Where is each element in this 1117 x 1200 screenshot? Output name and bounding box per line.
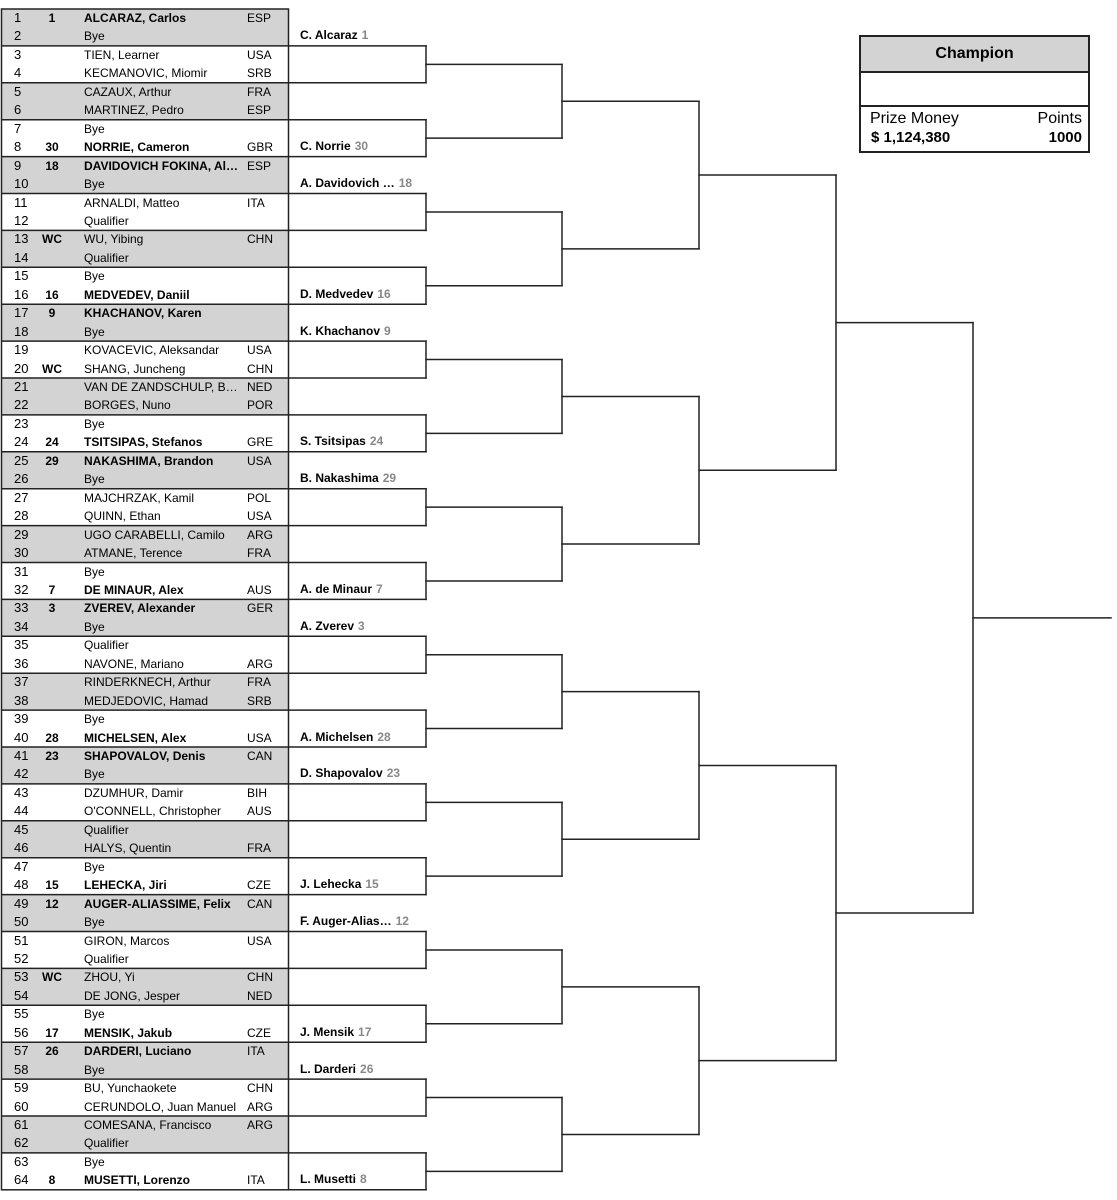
player-name: DAVIDOVICH FOKINA, Al… xyxy=(84,158,239,173)
seed: 7 xyxy=(48,582,56,597)
player-name: NAKASHIMA, Brandon xyxy=(84,453,214,468)
round2-entry xyxy=(300,1023,420,1041)
country-code: BIH xyxy=(247,785,268,800)
draw-position: 4 xyxy=(14,65,22,81)
player-name: O'CONNELL, Christopher xyxy=(84,804,222,819)
country-code: GBR xyxy=(247,140,274,155)
country-code: SRB xyxy=(247,66,272,81)
draw-position: 62 xyxy=(14,1135,29,1151)
draw-position: 2 xyxy=(14,28,22,44)
player-name: Bye xyxy=(84,324,105,339)
draw-position: 45 xyxy=(14,821,29,837)
round2-player-name: S. Tsitsipas xyxy=(300,434,366,449)
player-name: ATMANE, Terence xyxy=(84,546,183,561)
draw-position: 43 xyxy=(14,784,29,800)
player-name: Bye xyxy=(84,619,105,634)
draw-position: 34 xyxy=(14,618,29,634)
player-name: NAVONE, Mariano xyxy=(84,656,184,671)
round2-entry xyxy=(300,617,420,635)
draw-position: 15 xyxy=(14,268,29,284)
round2-seed: 30 xyxy=(354,139,369,154)
round2-player-name: A. de Minaur xyxy=(300,581,373,596)
draw-position: 31 xyxy=(14,563,29,579)
draw-position: 64 xyxy=(14,1172,29,1188)
round2-player-name: A. Michelsen xyxy=(300,729,374,744)
round2-seed: 24 xyxy=(369,434,384,449)
country-code: AUS xyxy=(247,804,272,819)
round2-player-name: C. Alcaraz xyxy=(300,28,358,43)
player-name: Bye xyxy=(84,472,105,487)
champion-box xyxy=(859,35,1090,153)
seed: WC xyxy=(42,970,62,985)
draw-position: 35 xyxy=(14,637,29,653)
seed: 18 xyxy=(45,158,59,173)
country-code: FRA xyxy=(247,546,271,561)
player-name: TIEN, Learner xyxy=(84,47,160,62)
draw-position: 51 xyxy=(14,932,29,948)
draw-position: 44 xyxy=(14,803,29,819)
round2-entry xyxy=(300,322,420,340)
points-label: Points xyxy=(1037,110,1082,127)
country-code: AUS xyxy=(247,582,272,597)
prize-money-label: Prize Money xyxy=(870,110,959,127)
country-code: CAN xyxy=(247,749,273,763)
country-code: ESP xyxy=(247,11,272,25)
player-name: NORRIE, Cameron xyxy=(84,140,190,155)
draw-position: 8 xyxy=(14,139,22,155)
player-name: MEDVEDEV, Daniil xyxy=(84,287,190,302)
country-code: CZE xyxy=(247,1025,271,1040)
round2-seed: 12 xyxy=(395,914,409,929)
player-name: MEDJEDOVIC, Hamad xyxy=(84,693,209,708)
player-name: BORGES, Nuno xyxy=(84,398,171,413)
round2-entry xyxy=(300,728,420,746)
country-code: ESP xyxy=(247,158,272,173)
player-name: Bye xyxy=(84,1154,105,1169)
seed: 15 xyxy=(45,878,59,893)
country-code: NED xyxy=(247,988,273,1003)
player-name: Qualifier xyxy=(84,250,129,265)
round2-seed: 9 xyxy=(384,323,391,338)
draw-position: 18 xyxy=(14,323,29,339)
seed: 29 xyxy=(45,453,59,468)
player-name: Bye xyxy=(84,712,105,727)
country-code: ARG xyxy=(247,656,274,671)
round2-seed: 29 xyxy=(382,471,397,486)
round2-seed: 23 xyxy=(386,766,401,781)
draw-position: 28 xyxy=(14,508,29,524)
seed: 23 xyxy=(45,749,59,763)
round2-player-name: C. Norrie xyxy=(300,139,351,154)
round2-player-name: A. Davidovich … xyxy=(300,176,395,191)
country-code: ESP xyxy=(247,103,272,118)
country-code: FRA xyxy=(247,841,271,856)
player-name: Bye xyxy=(84,767,105,782)
round2-seed: 8 xyxy=(360,1172,367,1187)
draw-position: 59 xyxy=(14,1080,29,1096)
draw-position: 41 xyxy=(14,748,29,763)
draw-position: 26 xyxy=(14,471,29,487)
player-name: MENSIK, Jakub xyxy=(84,1025,173,1040)
player-name: TSITSIPAS, Stefanos xyxy=(84,435,203,450)
round2-seed: 18 xyxy=(398,176,413,191)
round2-player-name: D. Medvedev xyxy=(300,286,374,301)
country-code: CAN xyxy=(247,896,273,911)
player-name: Qualifier xyxy=(84,638,129,653)
draw-position: 46 xyxy=(14,840,29,856)
round2-entry xyxy=(300,875,420,893)
player-name: Qualifier xyxy=(84,1136,129,1151)
player-name: DE JONG, Jesper xyxy=(84,988,181,1003)
draw-position: 37 xyxy=(14,674,29,690)
seed: 12 xyxy=(45,896,59,911)
player-name: Bye xyxy=(84,915,105,930)
draw-position: 22 xyxy=(14,397,29,413)
draw-position: 47 xyxy=(14,858,29,874)
player-name: Bye xyxy=(84,859,105,874)
draw-position: 11 xyxy=(14,194,28,210)
country-code: FRA xyxy=(247,675,271,690)
player-name: GIRON, Marcos xyxy=(84,933,170,948)
draw-position: 49 xyxy=(14,895,29,911)
round2-seed: 1 xyxy=(361,28,369,43)
round2-player-name: J. Lehecka xyxy=(300,877,362,892)
player-name: DE MINAUR, Alex xyxy=(84,582,184,597)
country-code: ITA xyxy=(247,1173,265,1188)
draw-position: 36 xyxy=(14,655,29,671)
seed: 30 xyxy=(45,140,59,155)
draw-position: 27 xyxy=(14,489,29,505)
country-code: USA xyxy=(247,47,272,62)
seed: 17 xyxy=(45,1025,59,1040)
seed: 26 xyxy=(45,1044,59,1059)
draw-position: 21 xyxy=(14,379,29,394)
player-name: DARDERI, Luciano xyxy=(84,1044,192,1059)
draw-position: 25 xyxy=(14,452,29,468)
draw-position: 6 xyxy=(14,102,22,118)
country-code: POR xyxy=(247,398,274,413)
draw-position: 42 xyxy=(14,766,29,782)
draw-position: 61 xyxy=(14,1117,29,1132)
player-name: SHANG, Juncheng xyxy=(84,361,186,376)
draw-position: 14 xyxy=(14,249,29,265)
champion-name xyxy=(861,73,1088,107)
draw-position: 13 xyxy=(14,231,29,247)
country-code: USA xyxy=(247,453,272,468)
player-name: Bye xyxy=(84,121,105,136)
round2-player-name: D. Shapovalov xyxy=(300,766,383,781)
player-name: Qualifier xyxy=(84,822,129,837)
draw-position: 53 xyxy=(14,969,29,985)
round2-player-name: K. Khachanov xyxy=(300,323,381,338)
draw-position: 57 xyxy=(14,1043,29,1059)
country-code: USA xyxy=(247,933,272,948)
draw-position: 32 xyxy=(14,581,29,597)
round2-seed: 26 xyxy=(360,1061,374,1076)
player-name: Bye xyxy=(84,416,105,431)
prize-row xyxy=(861,107,1088,153)
draw-position: 29 xyxy=(14,526,29,542)
country-code: CZE xyxy=(247,878,271,893)
player-name: LEHECKA, Jiri xyxy=(84,878,167,893)
country-code: USA xyxy=(247,509,272,524)
player-name: Bye xyxy=(84,1062,105,1077)
prize-money-value: $ 1,124,380 xyxy=(871,129,951,146)
round2-entry xyxy=(300,469,420,487)
draw-position: 20 xyxy=(14,360,29,376)
draw-position: 55 xyxy=(14,1006,29,1022)
draw-position: 12 xyxy=(14,212,29,228)
seed: 8 xyxy=(48,1173,56,1188)
player-name: Bye xyxy=(84,269,105,284)
draw-position: 48 xyxy=(14,877,29,893)
player-name: MARTINEZ, Pedro xyxy=(84,103,184,118)
player-name: KOVACEVIC, Aleksandar xyxy=(84,343,220,358)
round2-seed: 15 xyxy=(365,877,379,892)
round2-seed: 3 xyxy=(358,618,365,633)
player-name: RINDERKNECH, Arthur xyxy=(84,675,211,690)
round2-player-name: F. Auger-Alias… xyxy=(300,914,392,929)
player-name: Bye xyxy=(84,29,105,44)
round2-player-name: J. Mensik xyxy=(300,1024,355,1039)
player-name: SHAPOVALOV, Denis xyxy=(84,749,206,763)
round2-entry xyxy=(300,1170,420,1188)
country-code: ARG xyxy=(247,1099,274,1114)
draw-position: 56 xyxy=(14,1024,29,1040)
player-name: Bye xyxy=(84,564,105,579)
round2-seed: 17 xyxy=(358,1024,372,1039)
seed: 24 xyxy=(45,435,59,450)
seed: 9 xyxy=(48,306,56,321)
country-code: ARG xyxy=(247,527,274,542)
player-name: Bye xyxy=(84,1007,105,1022)
round2-entry xyxy=(300,174,420,192)
round2-seed: 7 xyxy=(376,581,383,596)
draw-position: 40 xyxy=(14,729,29,745)
draw-position: 24 xyxy=(14,434,29,450)
points-value: 1000 xyxy=(1048,129,1082,146)
draw-position: 39 xyxy=(14,711,29,727)
round2-entry xyxy=(300,580,420,598)
country-code: FRA xyxy=(247,84,271,99)
round2-player-name: A. Zverev xyxy=(300,618,355,633)
seed: 3 xyxy=(48,601,56,616)
seed: 16 xyxy=(45,287,59,302)
player-name: MUSETTI, Lorenzo xyxy=(84,1173,190,1188)
draw-position: 17 xyxy=(14,305,29,321)
player-name: CAZAUX, Arthur xyxy=(84,84,172,99)
seed: WC xyxy=(42,232,62,247)
draw-position: 3 xyxy=(14,46,22,62)
draw-position: 33 xyxy=(14,600,29,616)
player-name: QUINN, Ethan xyxy=(84,509,161,524)
draw-position: 60 xyxy=(14,1098,29,1114)
player-name: COMESANA, Francisco xyxy=(84,1118,212,1132)
country-code: ITA xyxy=(247,195,265,210)
draw-position: 50 xyxy=(14,914,29,930)
player-name: KECMANOVIC, Miomir xyxy=(84,66,208,81)
round2-entry xyxy=(300,285,420,303)
player-name: CERUNDOLO, Juan Manuel xyxy=(84,1099,237,1114)
draw-position: 63 xyxy=(14,1153,29,1169)
player-name: BU, Yunchaokete xyxy=(84,1081,177,1096)
country-code: GER xyxy=(247,601,274,616)
country-code: ITA xyxy=(247,1044,265,1059)
country-code: CHN xyxy=(247,1081,273,1096)
draw-position: 58 xyxy=(14,1061,29,1077)
draw-position: 38 xyxy=(14,692,29,708)
draw-position: 9 xyxy=(14,157,22,173)
round2-entry xyxy=(300,1060,420,1078)
round2-player-name: B. Nakashima xyxy=(300,471,379,486)
round2-player-name: L. Musetti xyxy=(300,1172,356,1187)
seed: 1 xyxy=(48,11,56,25)
round2-entry xyxy=(300,432,420,450)
draw-position: 23 xyxy=(14,415,29,431)
seed: 28 xyxy=(45,730,59,745)
player-name: MAJCHRZAK, Kamil xyxy=(84,490,195,505)
draw-position: 54 xyxy=(14,987,29,1003)
country-code: USA xyxy=(247,730,272,745)
country-code: ARG xyxy=(247,1118,274,1132)
player-name: ZHOU, Yi xyxy=(84,970,135,985)
country-code: GRE xyxy=(247,435,274,450)
draw-position: 10 xyxy=(14,176,29,192)
country-code: CHN xyxy=(247,361,273,376)
round2-entry xyxy=(300,764,420,782)
player-name: DZUMHUR, Damir xyxy=(84,785,184,800)
player-name: KHACHANOV, Karen xyxy=(84,306,202,321)
champion-title: Champion xyxy=(861,37,1088,73)
draw-position: 19 xyxy=(14,342,29,358)
player-name: AUGER-ALIASSIME, Felix xyxy=(84,896,231,911)
player-name: Bye xyxy=(84,177,105,192)
country-code: NED xyxy=(247,380,273,394)
round2-entry xyxy=(300,912,420,930)
player-name: ALCARAZ, Carlos xyxy=(84,11,187,25)
draw-position: 5 xyxy=(14,83,22,99)
player-name: MICHELSEN, Alex xyxy=(84,730,187,745)
draw-position: 16 xyxy=(14,286,29,302)
player-name: WU, Yibing xyxy=(84,232,144,247)
country-code: USA xyxy=(247,343,272,358)
round2-seed: 28 xyxy=(377,729,391,744)
country-code: CHN xyxy=(247,970,273,985)
player-name: UGO CARABELLI, Camilo xyxy=(84,527,225,542)
country-code: CHN xyxy=(247,232,273,247)
draw-position: 7 xyxy=(14,120,22,136)
player-name: VAN DE ZANDSCHULP, B… xyxy=(84,380,238,394)
player-name: ZVEREV, Alexander xyxy=(84,601,196,616)
country-code: SRB xyxy=(247,693,272,708)
draw-position: 30 xyxy=(14,545,29,561)
country-code: POL xyxy=(247,490,272,505)
draw-position: 1 xyxy=(14,10,22,25)
player-name: ARNALDI, Matteo xyxy=(84,195,180,210)
round2-seed: 16 xyxy=(377,286,391,301)
round2-player-name: L. Darderi xyxy=(300,1061,357,1076)
player-name: Qualifier xyxy=(84,213,129,228)
player-name: HALYS, Quentin xyxy=(84,841,172,856)
round2-entry xyxy=(300,137,420,155)
draw-position: 52 xyxy=(14,950,29,966)
player-name: Qualifier xyxy=(84,951,129,966)
seed: WC xyxy=(42,361,62,376)
round2-entry xyxy=(300,26,420,44)
